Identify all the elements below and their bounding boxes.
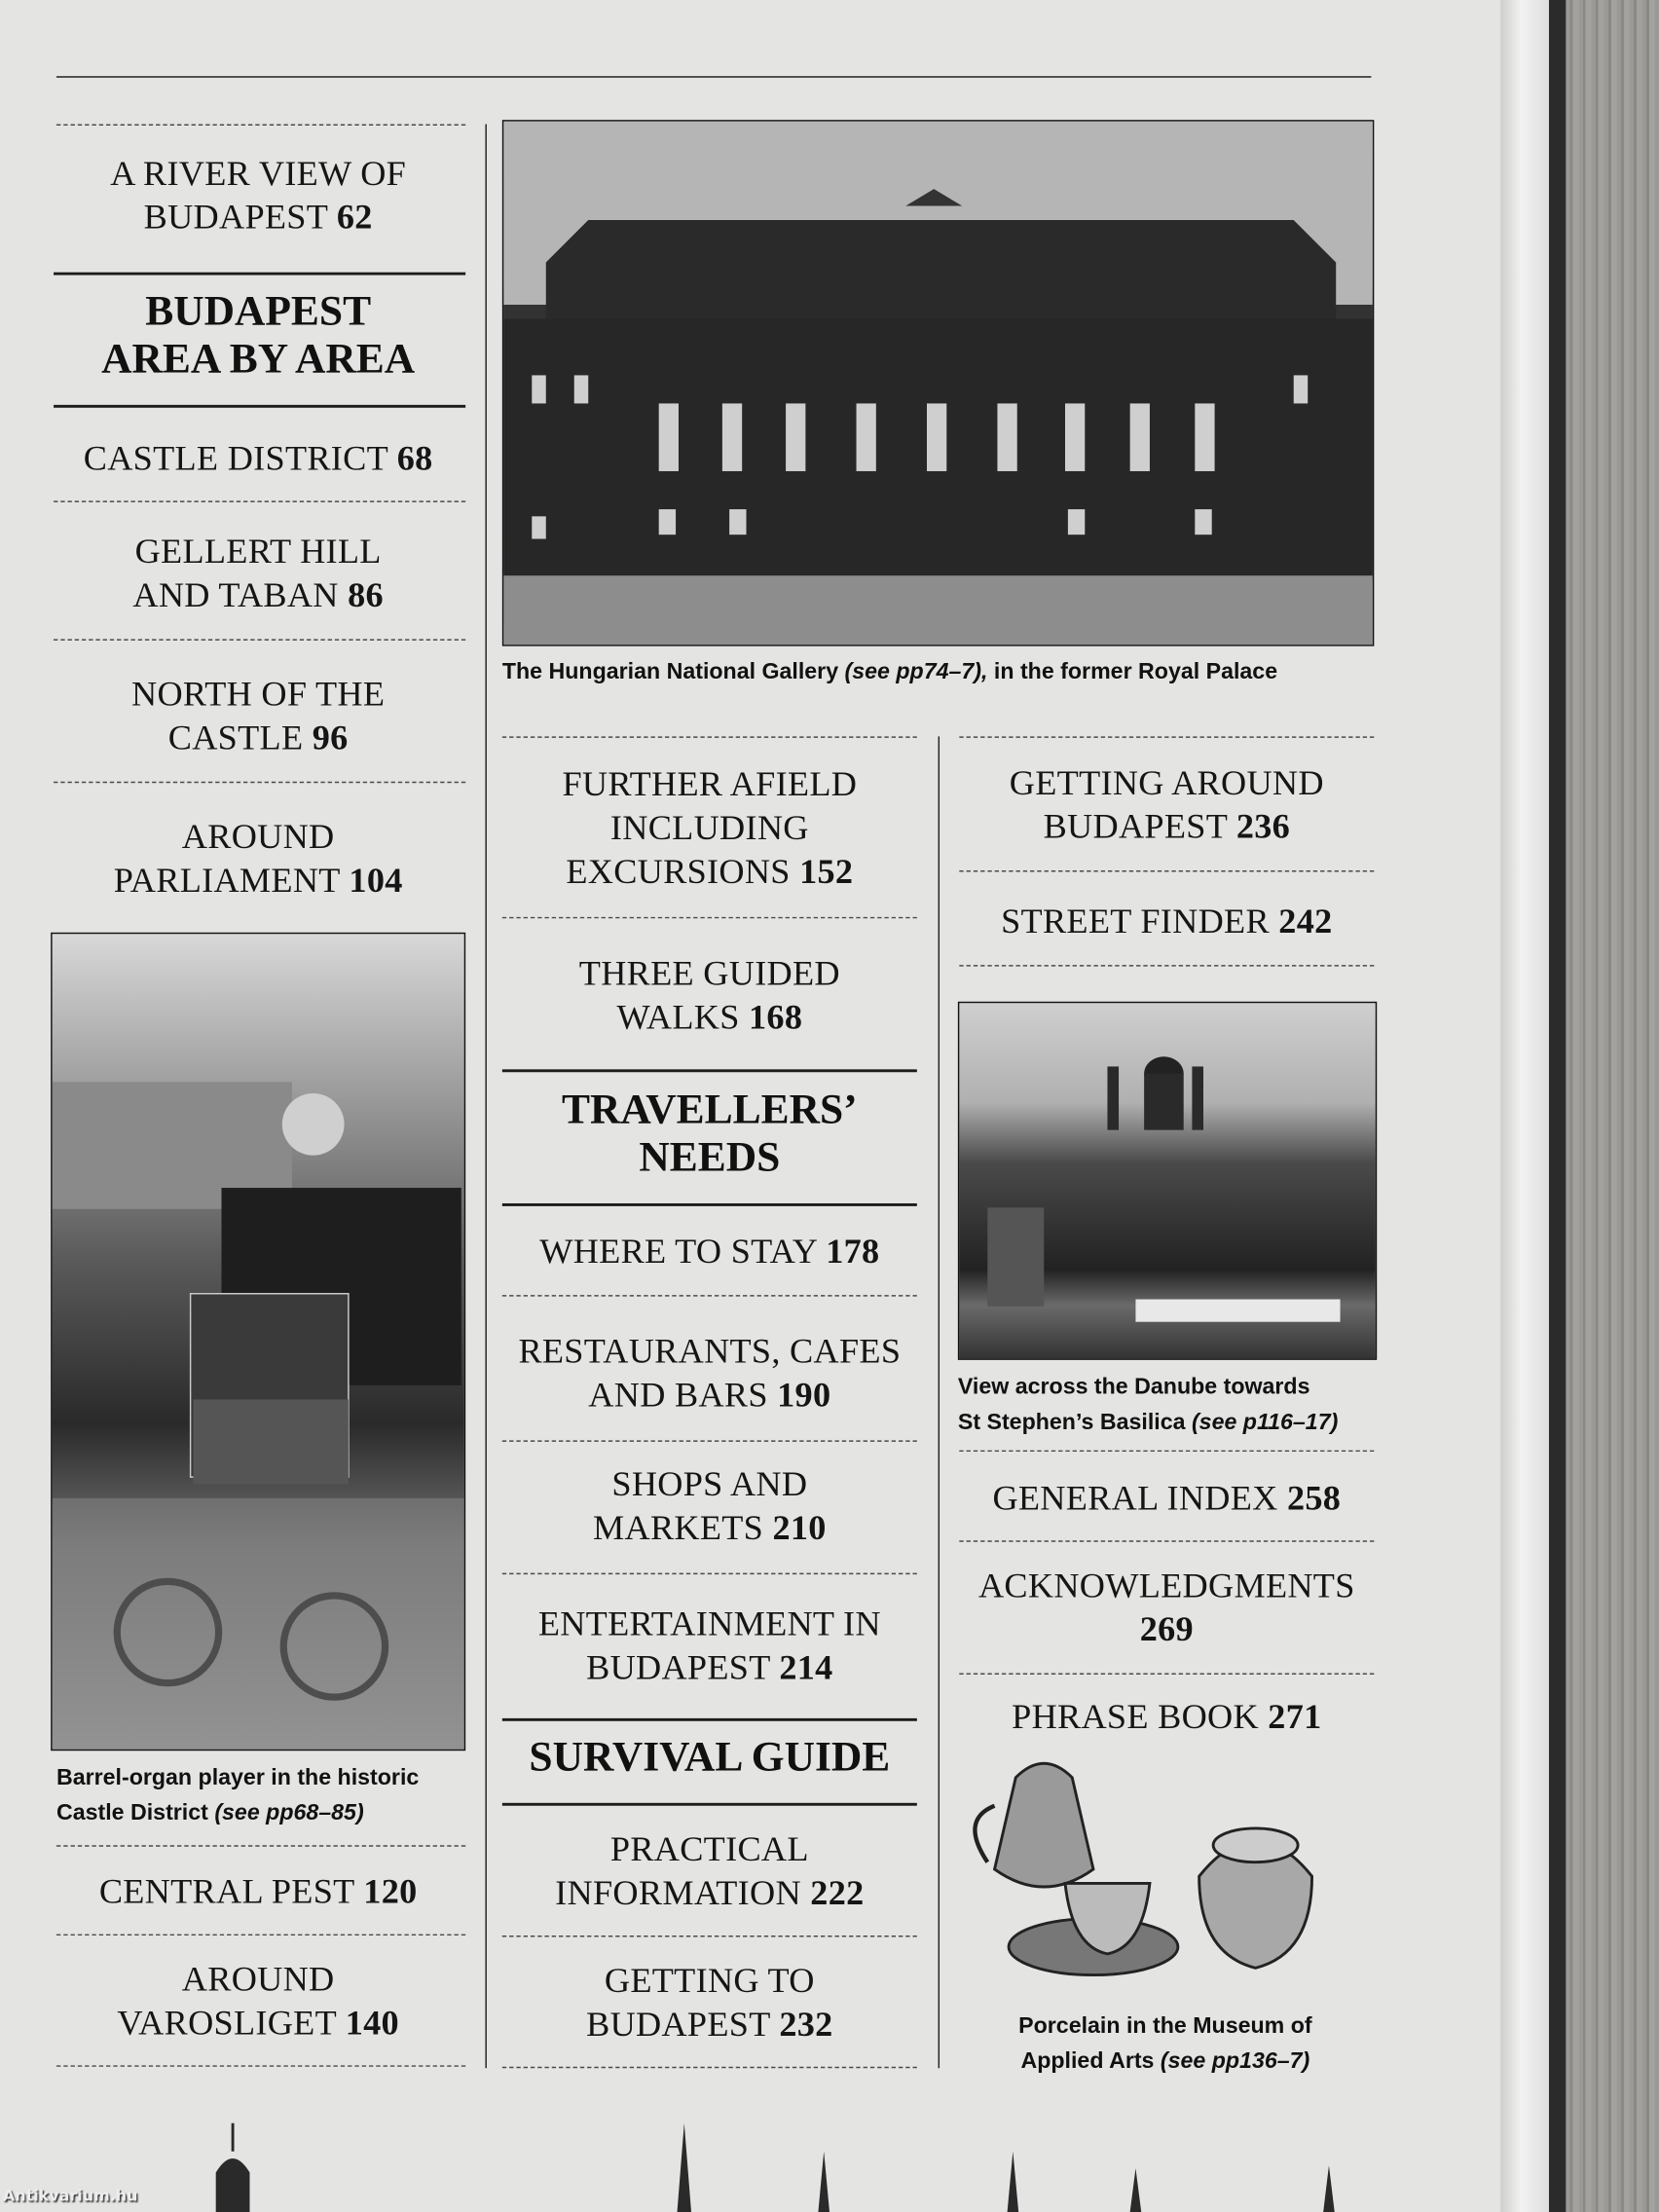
separator — [502, 1440, 917, 1441]
separator — [959, 736, 1374, 737]
national-gallery-photo — [502, 120, 1374, 645]
page-gap — [1549, 0, 1566, 2212]
toc-entry[interactable]: GETTING AROUND BUDAPEST 236 — [1009, 764, 1324, 847]
separator — [54, 782, 465, 783]
basilica-illustration — [959, 1003, 1375, 1358]
page-edge — [1501, 0, 1552, 2212]
separator — [54, 273, 465, 276]
separator — [502, 1203, 917, 1206]
toc-entry[interactable]: GELLERT HILL AND TABAN 86 — [132, 533, 384, 615]
separator — [959, 870, 1374, 871]
toc-entry[interactable]: PHRASE BOOK 271 — [1012, 1698, 1322, 1737]
separator — [502, 1573, 917, 1574]
separator — [54, 500, 465, 501]
separator — [54, 639, 465, 640]
column-divider — [939, 736, 940, 2068]
toc-entry[interactable]: STREET FINDER 242 — [1001, 903, 1333, 941]
danube-caption: View across the Danube towards St Stephen’s Basilica (see p116–17) — [957, 1375, 1339, 1435]
porcelain-illustration — [959, 1750, 1326, 1997]
barrel-organ-photo — [51, 933, 465, 1751]
separator — [502, 917, 917, 918]
porcelain-caption: Porcelain in the Museum of Applied Arts (see pp136–7) — [1018, 2014, 1312, 2075]
toc-entry[interactable]: NORTH OF THE CASTLE 96 — [131, 676, 386, 758]
toc-entry[interactable]: PRACTICAL INFORMATION 222 — [555, 1830, 865, 1913]
separator — [959, 1451, 1374, 1452]
separator — [54, 405, 465, 408]
toc-entry[interactable]: GETTING TO BUDAPEST 232 — [586, 1962, 833, 2045]
section-heading: SURVIVAL GUIDE — [529, 1733, 891, 1781]
toc-entry[interactable]: AROUND VAROSLIGET 140 — [117, 1961, 399, 2044]
watermark: Antikvarium.hu — [2, 2186, 138, 2205]
separator — [502, 1295, 917, 1296]
toc-entry[interactable]: FURTHER AFIELD INCLUDING EXCURSIONS 152 — [562, 765, 858, 892]
separator — [959, 965, 1374, 966]
toc-entry[interactable]: AROUND PARLIAMENT 104 — [113, 818, 403, 901]
separator — [502, 1069, 917, 1072]
separator — [502, 2067, 917, 2068]
section-heading: BUDAPEST AREA BY AREA — [101, 287, 416, 383]
toc-entry[interactable]: A RIVER VIEW OF BUDAPEST 62 — [110, 155, 407, 238]
section-heading: TRAVELLERS’ NEEDS — [562, 1086, 858, 1181]
separator — [56, 1845, 465, 1846]
toc-entry[interactable]: ENTERTAINMENT IN BUDAPEST 214 — [537, 1604, 881, 1688]
toc-entry[interactable]: CASTLE DISTRICT 68 — [83, 440, 433, 479]
top-rule — [56, 76, 1371, 77]
column-divider — [485, 125, 486, 2069]
organ-caption: Barrel-organ player in the historic Castle District (see pp68–85) — [55, 1766, 420, 1826]
toc-entry[interactable]: GENERAL INDEX 258 — [992, 1480, 1342, 1519]
separator — [502, 1718, 917, 1721]
separator — [56, 2065, 465, 2066]
separator — [56, 1935, 465, 1936]
danube-basilica-photo — [958, 1002, 1377, 1360]
toc-entry[interactable]: CENTRAL PEST 120 — [98, 1873, 418, 1912]
separator — [959, 1540, 1374, 1541]
toc-entry[interactable]: WHERE TO STAY 178 — [539, 1233, 880, 1272]
skyline-decoration — [0, 2109, 1501, 2212]
toc-entry[interactable]: THREE GUIDED WALKS 168 — [578, 954, 840, 1038]
toc-entry[interactable]: SHOPS AND MARKETS 210 — [592, 1465, 827, 1548]
separator — [56, 125, 465, 126]
separator — [502, 1803, 917, 1806]
separator — [502, 736, 917, 737]
background-surface — [1566, 0, 1659, 2212]
toc-entry[interactable]: RESTAURANTS, CAFES AND BARS 190 — [518, 1333, 902, 1416]
gallery-caption: The Hungarian National Gallery (see pp74–7), in the former Royal Palace — [501, 660, 1278, 684]
palace-illustration — [503, 122, 1373, 645]
toc-entry[interactable]: ACKNOWLEDGMENTS 269 — [977, 1567, 1355, 1649]
separator — [959, 1674, 1374, 1675]
barrel-organ-illustration — [53, 934, 464, 1750]
